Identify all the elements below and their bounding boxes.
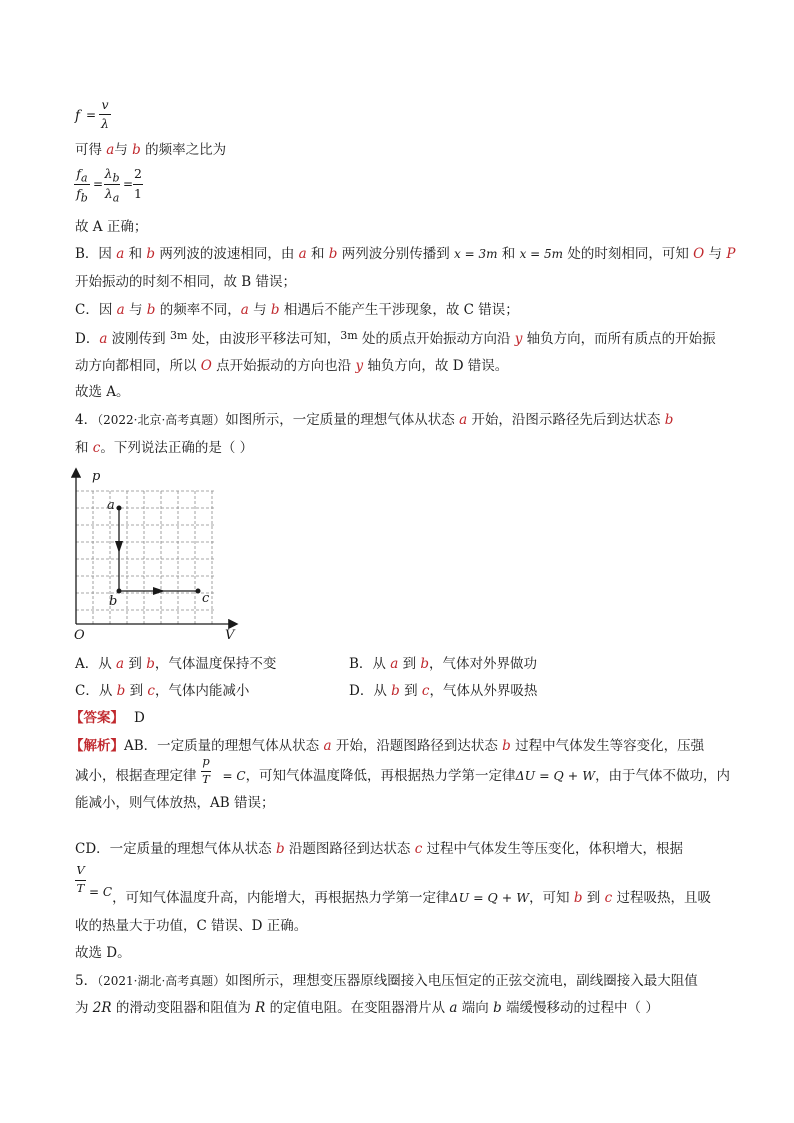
point-c	[196, 589, 201, 594]
choose-a: 故选 A。	[75, 384, 130, 400]
point-b-label: b	[109, 594, 118, 609]
grid-lines	[76, 491, 215, 624]
point-a	[117, 506, 122, 511]
option-c: C．因 a 与 b 的频率不同，a 与 b 相遇后不能产生干涉现象，故 C 错误；	[75, 302, 519, 318]
option-d-line2: 动方向都相同，所以 O 点开始振动的方向也沿 y 轴负方向，故 D 错误。	[75, 358, 509, 374]
analysis-line5: = C，可知气体温度升高，内能增大，再根据热力学第一定律ΔU = Q + W，可知 b 到 c 过程吸热，且吸	[89, 885, 711, 906]
origin-label: O	[74, 628, 85, 643]
charles-frac-num: p	[202, 754, 210, 768]
gay-lussac-frac-den: T	[76, 881, 85, 895]
q4-option-a[interactable]: A．从 a 到 b，气体温度保持不变	[75, 656, 277, 672]
point-c-label: c	[202, 591, 210, 606]
denominator-lambda: λ	[101, 116, 109, 131]
q4-answer: 【答案】 D	[70, 710, 145, 726]
q5-stem-line2: 为 2R 的滑动变阻器和阻值为 R 的定值电阻。在变阻器滑片从 a 端向 b 端缓慢移动的过程中（ ）	[75, 1000, 659, 1016]
v-axis-label: V	[225, 628, 235, 643]
pv-graph	[70, 466, 250, 646]
gay-lussac-frac-num: V	[76, 863, 85, 877]
equals: =	[86, 108, 97, 122]
analysis-line4: CD．一定质量的理想气体从状态 b 沿题图路径到达状态 c 过程中气体发生等压变化，体积增大，根据	[75, 841, 684, 857]
choose-d: 故选 D。	[75, 945, 131, 961]
analysis-line6: 收的热量大于功值，C 错误、D 正确。	[75, 918, 308, 934]
option-b-line1: B．因 a 和 b 两列波的波速相同，由 a 和 b 两列波分别传播到 x = 3m 和 x = 5m 处的时刻相同，可知 O 与 P	[75, 246, 736, 262]
point-b	[117, 589, 122, 594]
analysis-line2: 减小，根据查理定律 = C，可知气体温度降低，再根据热力学第一定律ΔU = Q + W，由于气体不做功，内	[75, 768, 731, 784]
point-a-label: a	[107, 498, 115, 513]
numerator-v: v	[101, 97, 109, 112]
a-correct: 故 A 正确；	[75, 219, 148, 235]
q4-stem-line1: 4．（2022·北京·高考真题）如图所示，一定质量的理想气体从状态 a 开始，沿图示路径先后到达状态 b	[75, 412, 674, 428]
f-symbol: f	[75, 108, 80, 124]
analysis-line3: 能减小，则气体放热，AB 错误；	[75, 795, 275, 811]
p-axis-label: p	[92, 469, 101, 484]
analysis-line1: 【解析】AB．一定质量的理想气体从状态 a 开始，沿题图路径到达状态 b 过程中气体发生等容变化，压强	[70, 738, 705, 754]
q4-option-d[interactable]: D．从 b 到 c，气体从外界吸热	[349, 683, 538, 699]
arrow-a-b	[115, 541, 123, 553]
arrow-b-c	[153, 587, 165, 595]
q4-stem-line2: 和 c。下列说法正确的是（ ）	[75, 440, 254, 456]
option-b-line2: 开始振动的时刻不相同，故 B 错误；	[75, 274, 297, 290]
option-d-line1: D．a 波刚传到 $^{3m}$ 处，由波形平移法可知，$^{3m}$ 处的质点开始振动方向沿 y 轴负方向，而所有质点的开始振	[75, 329, 716, 347]
charles-frac-den: T	[202, 772, 210, 786]
q4-option-b[interactable]: B．从 a 到 b，气体对外界做功	[349, 656, 538, 672]
fraction-bar	[99, 114, 111, 115]
ratio-intro: 可得 a与 b 的频率之比为	[75, 142, 227, 158]
q5-stem-line1: 5．（2021·湖北·高考真题）如图所示，理想变压器原线圈接入电压恒定的正弦交流电，副线圈接入最大阻值	[75, 973, 698, 989]
q4-option-c[interactable]: C．从 b 到 c，气体内能减小	[75, 683, 250, 699]
